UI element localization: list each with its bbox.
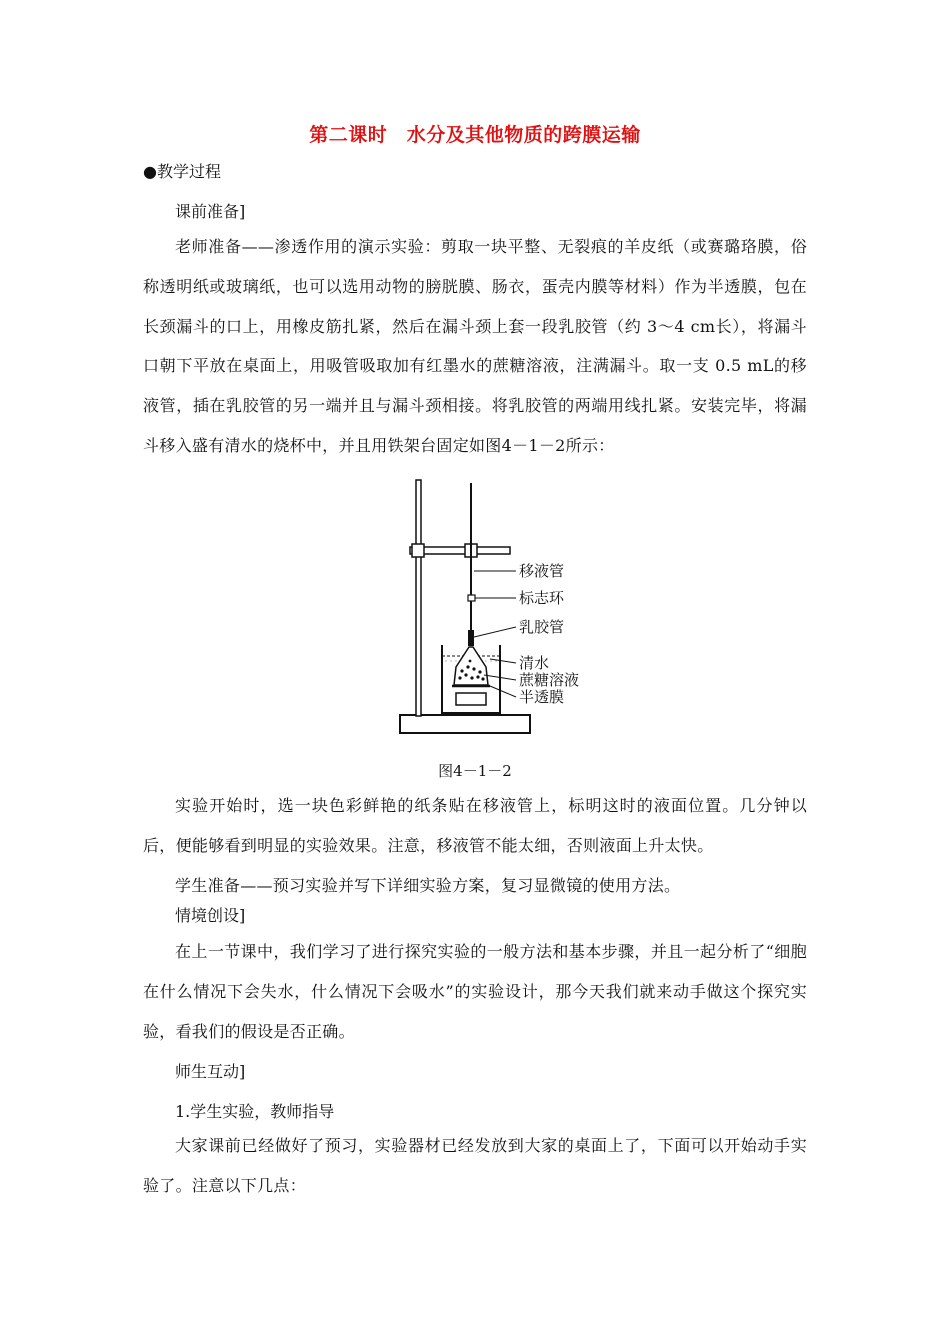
clamp-arm — [410, 547, 510, 554]
section-teaching-process: ●教学过程 — [143, 162, 221, 181]
label-pipette: 移液管 — [519, 562, 565, 580]
heading-scenario: 情境创设] — [175, 906, 246, 925]
heading-pre-class-prep: 课前准备] — [175, 202, 246, 221]
page-title: 第二课时 水分及其他物质的跨膜运输 — [309, 124, 641, 146]
heading-interaction: 师生互动] — [175, 1062, 246, 1081]
paragraph-instructions: 大家课前已经做好了预习，实验器材已经发放到大家的桌面上了，下面可以开始动手实验了。注意以下几点： — [143, 1136, 807, 1195]
support-block — [456, 693, 486, 705]
stand-base — [400, 715, 530, 733]
paragraph-student-prep: 学生准备——预习实验并写下详细实验方案，复习显微镜的使用方法。 — [175, 876, 681, 895]
label-membrane: 半透膜 — [519, 688, 565, 706]
stand-rod — [416, 480, 421, 716]
list-item-1: 1.学生实验，教师指导 — [175, 1102, 335, 1121]
label-rubber-tube: 乳胶管 — [519, 618, 565, 636]
marker-ring — [468, 595, 475, 601]
clamp-joint-left — [412, 544, 424, 557]
label-sucrose-solution: 蔗糖溶液 — [519, 671, 580, 689]
osmosis-apparatus-figure — [390, 475, 600, 745]
paragraph-scenario: 在上一节课中，我们学习了进行探究实验的一般方法和基本步骤，并且一起分析了“细胞在什么情况下会失水，什么情况下会吸水”的实验设计，那今天我们就来动手做这个探究实验，看我们的假设是否正确。 — [143, 942, 807, 1041]
label-marker-ring: 标志环 — [519, 589, 565, 607]
label-clear-water: 清水 — [519, 654, 550, 672]
rubber-tube — [468, 630, 474, 646]
figure-caption: 图4－1－2 — [438, 762, 512, 780]
paragraph-experiment-start: 实验开始时，选一块色彩鲜艳的纸条贴在移液管上，标明这时的液面位置。几分钟以后，便能够看到明显的实验效果。注意，移液管不能太细，否则液面上升太快。 — [143, 796, 807, 855]
paragraph-teacher-prep: 老师准备——渗透作用的演示实验：剪取一块平整、无裂痕的羊皮纸（或赛璐珞膜，俗称透明纸或玻璃纸，也可以选用动物的膀胱膜、肠衣，蛋壳内膜等材料）作为半透膜，包在长颈漏斗的口上，用橡皮筋扎紧，然后在漏斗颈上套一段乳胶管（约 3～4 cm长），将漏斗口朝下平放在桌面上，用吸管吸取加有红墨水的蔗糖溶液，注满漏斗。取一支 0.5 mL的移液管，插在乳胶管的另一端并且与漏斗颈相接。将乳胶管的两端用线扎紧。安装完毕，将漏斗移入盛有清水的烧杯中，并且用铁架台固定如图4－1－2所示： — [143, 237, 807, 455]
